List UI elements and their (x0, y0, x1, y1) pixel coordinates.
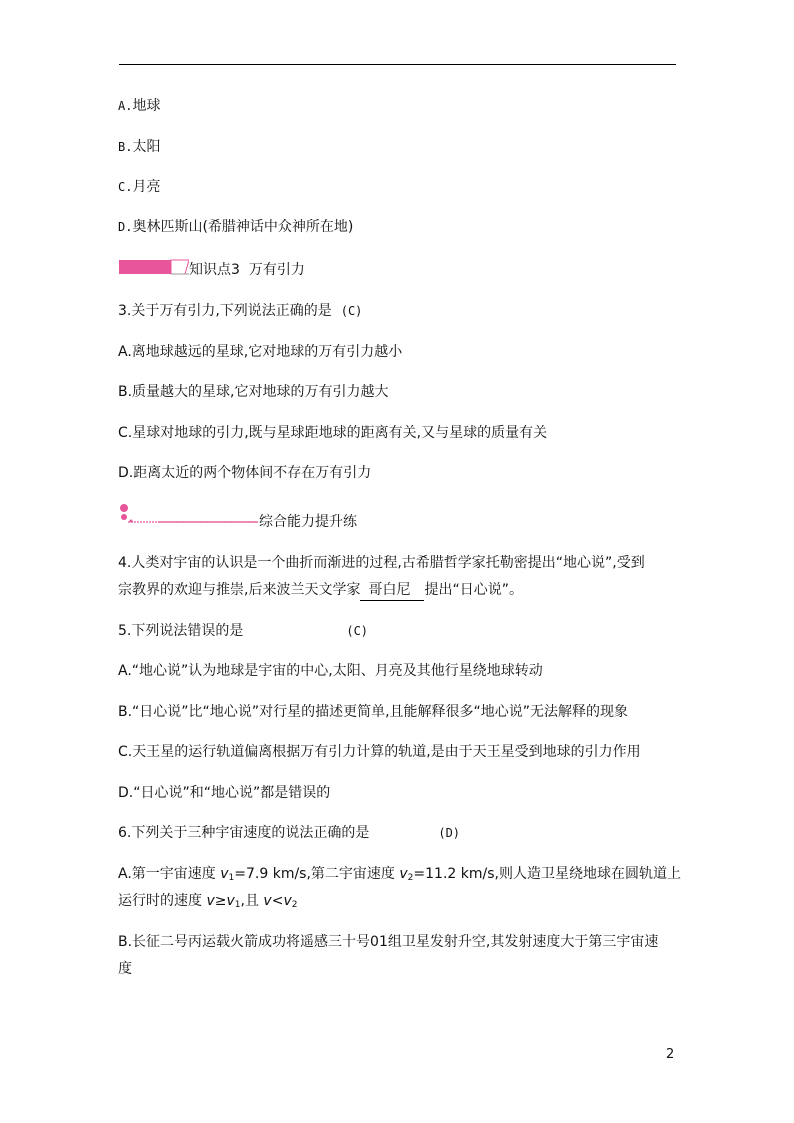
header-rule (119, 64, 676, 65)
q2-option-a: A.地球 (118, 98, 161, 114)
knowledge-point-title (189, 260, 305, 280)
q3-answer: (C) (340, 304, 363, 318)
q4-line2: 宗教界的欢迎与推崇,后来波兰天文学家 哥白尼 提出“日心说”。 (118, 580, 523, 601)
q5-option-c: C.天王星的运行轨道偏离根据万有引力计算的轨道,是由于天王星受到地球的引力作用 (118, 744, 641, 760)
q3-option-c: C.星球对地球的引力,既与星球距地球的距离有关,又与星球的质量有关 (118, 425, 548, 441)
q3-option-d: D.距离太近的两个物体间不存在万有引力 (118, 465, 372, 481)
q3-option-b: B.质量越大的星球,它对地球的万有引力越大 (118, 384, 389, 400)
knowledge-point-label: 知识点3 (189, 262, 240, 278)
knowledge-point-name: 万有引力 (248, 262, 305, 278)
q5-option-a: A.“地心说”认为地球是宇宙的中心,太阳、月亮及其他行星绕地球转动 (118, 663, 543, 679)
page-number: 2 (666, 1047, 675, 1062)
knowledge-point-badge (119, 259, 189, 275)
section-decoration (118, 500, 258, 530)
q6-answer: (D) (438, 826, 461, 840)
q5-option-d: D.“日心说”和“地心说”都是错误的 (118, 785, 331, 801)
q5-option-b: B.“日心说”比“地心说”对行星的描述更简单,且能解释很多“地心说”无法解释的现象 (118, 704, 629, 720)
q5-answer: (C) (346, 624, 369, 638)
section-title: 综合能力提升练 (259, 514, 357, 530)
q5-stem: 5.下列说法错误的是 (C) (118, 623, 369, 639)
q2-option-c: C.月亮 (118, 179, 161, 195)
q2-option-d: D.奥林匹斯山(希腊神话中众神所在地) (118, 219, 354, 235)
q4-blank: 哥白尼 (360, 580, 424, 601)
q6-option-b-line1: B.长征二号丙运载火箭成功将遥感三十号01组卫星发射升空,其发射速度大于第三宇宙速 (118, 934, 659, 950)
q3-stem: 3.关于万有引力,下列说法正确的是 (C) (118, 303, 363, 319)
q4-line1: 4.人类对宇宙的认识是一个曲折而渐进的过程,古希腊哲学家托勒密提出“地心说”,受到 (118, 555, 645, 571)
q6-option-a-line2: 运行时的速度 $v\ge v_1$,且 $v<v_2$ (118, 893, 298, 910)
q2-option-b: B.太阳 (118, 139, 161, 155)
q3-option-a: A.离地球越远的星球,它对地球的万有引力越小 (118, 344, 403, 360)
q6-stem: 6.下列关于三种宇宙速度的说法正确的是 (D) (118, 825, 461, 841)
q6-option-a-line1: A.第一宇宙速度 $v_1=7.9$ km/s,第二宇宙速度 $v_2=11.2$ km/s,则人造卫星绕地球在圆轨道上 (118, 866, 681, 883)
q6-option-b-line2: 度 (118, 961, 132, 977)
